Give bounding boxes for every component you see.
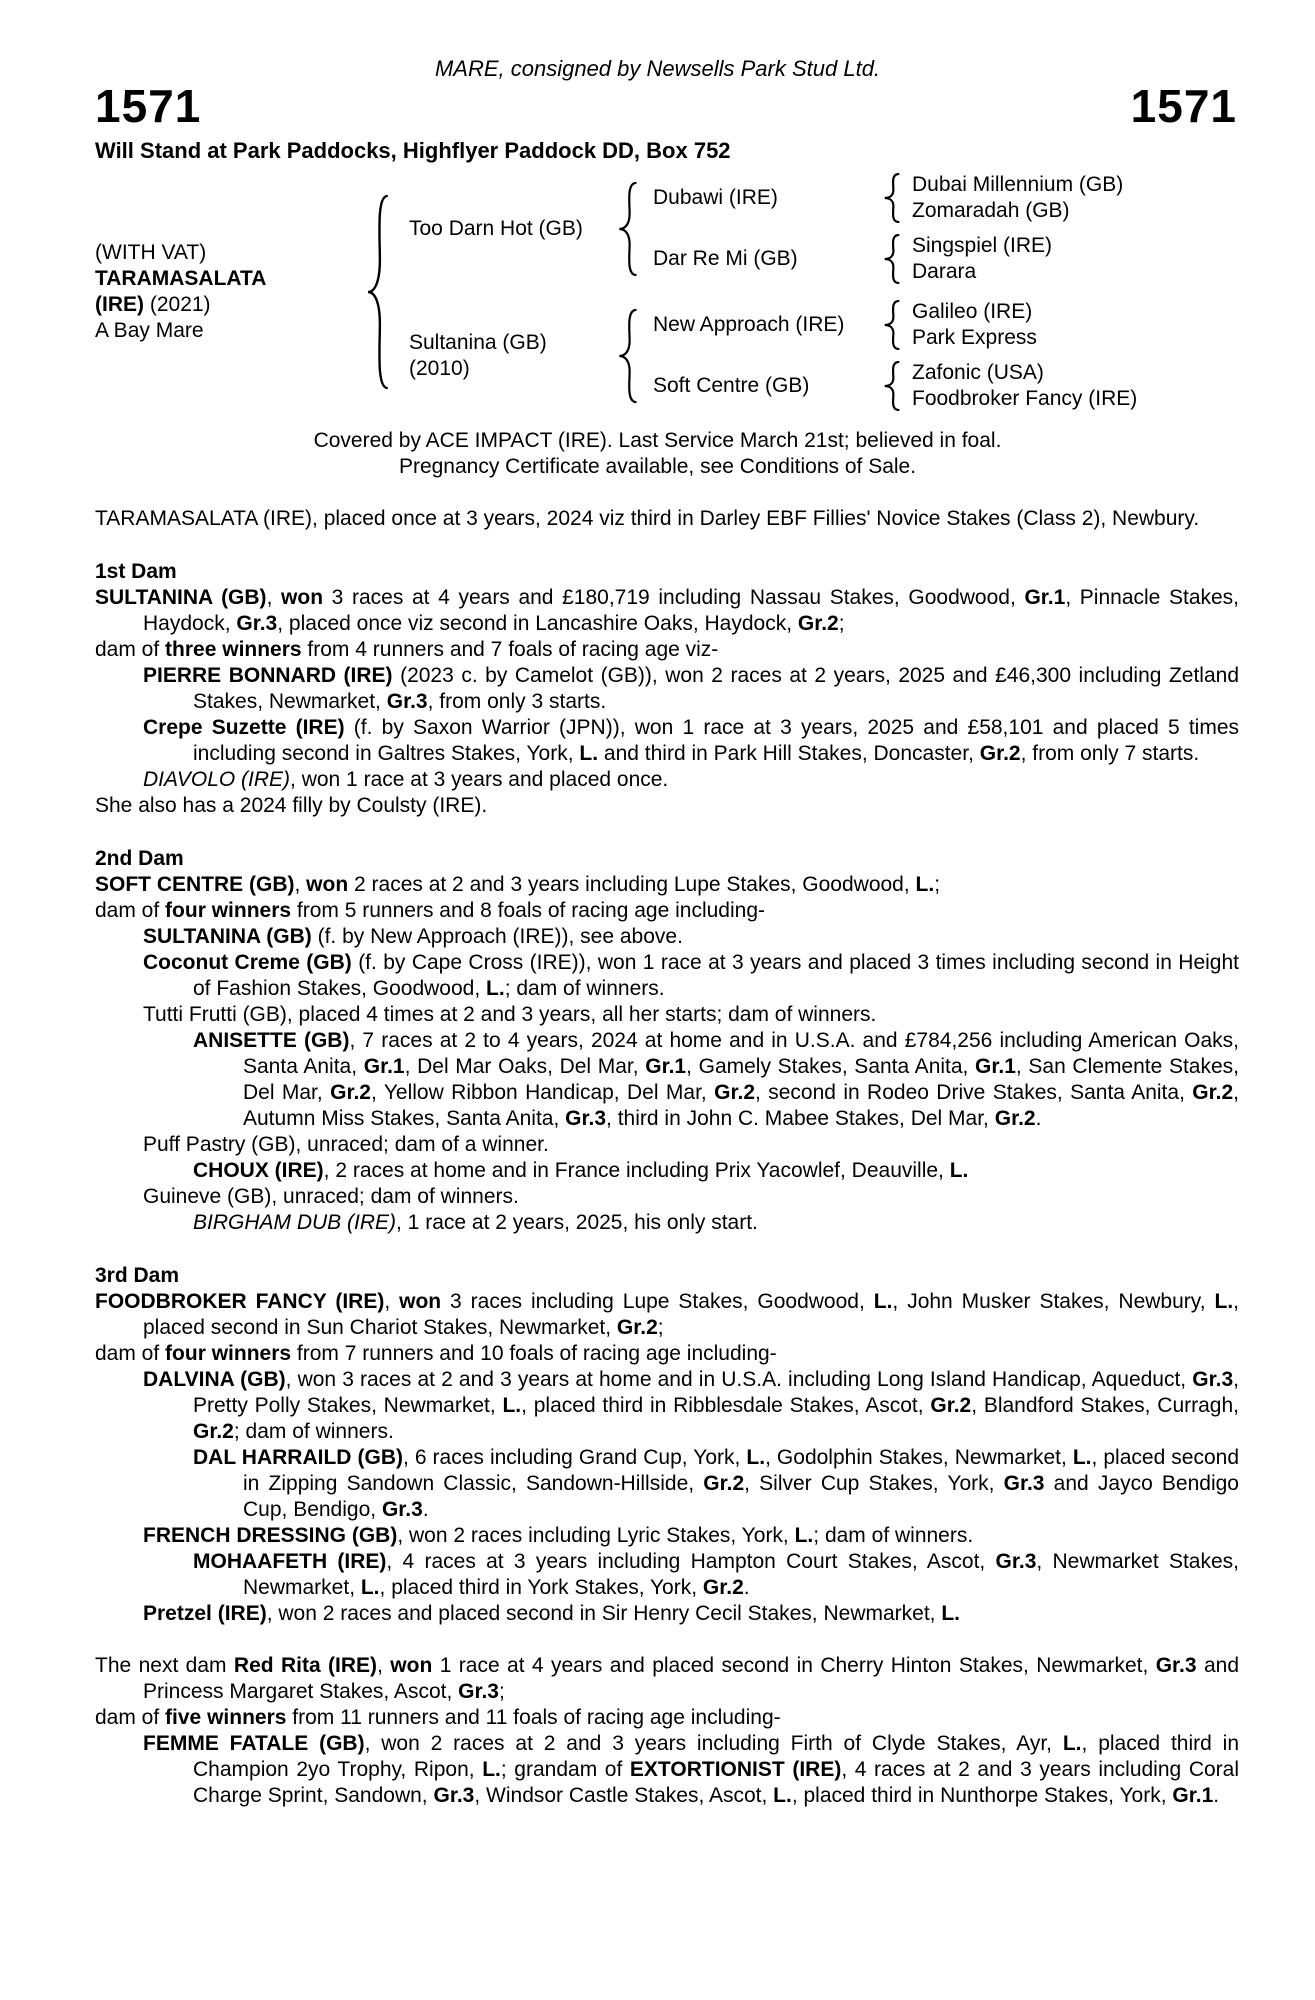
text-run: five winners	[165, 1706, 287, 1729]
text-run: , Gamely Stakes, Santa Anita,	[686, 1055, 976, 1078]
pedigree-brace-icon	[363, 192, 393, 392]
text-run: ,	[294, 873, 307, 896]
text-run: Puff Pastry (GB), unraced; dam of a winner.	[143, 1133, 549, 1156]
text-run: Gr.2	[193, 1420, 234, 1443]
text-run: DALVINA (GB)	[143, 1368, 286, 1391]
text-run: TARAMASALATA (IRE), placed once at 3 years, 2024 viz third in Darley EBF Fillies' Novice Stakes (Class 2), Newbury.	[95, 507, 1200, 530]
text-run: Gr.2	[797, 612, 839, 635]
great-granddam: Park Express	[912, 326, 1037, 349]
catalogue-paragraph	[143, 924, 1239, 950]
text-run: , Del Mar Oaks, Del Mar,	[404, 1055, 646, 1078]
catalogue-paragraph	[143, 1601, 1239, 1627]
text-run: Gr.2	[330, 1081, 371, 1104]
catalogue-paragraph	[95, 637, 1239, 663]
text-run: L.	[482, 1758, 501, 1781]
text-run: , won 1 race at 3 years and placed once.	[290, 768, 669, 791]
catalogue-paragraph	[143, 1367, 1239, 1445]
text-run: from 11 runners and 11 foals of racing age including-	[286, 1706, 781, 1729]
catalogue-paragraph	[143, 715, 1239, 767]
text-run: BIRGHAM DUB (IRE)	[193, 1211, 397, 1234]
text-run: Guineve (GB), unraced; dam of winners.	[143, 1185, 519, 1208]
text-run: , placed third in Nunthorpe Stakes, York,	[791, 1784, 1173, 1807]
text-run: dam of	[95, 899, 166, 922]
granddam-name: Soft Centre (GB)	[653, 374, 810, 397]
catalogue-paragraph	[143, 1002, 1239, 1028]
text-run: , 2 races at home and in France including Prix Yacowlef, Deauville,	[323, 1159, 950, 1182]
text-run: , Silver Cup Stakes, York,	[744, 1472, 1004, 1495]
text-run: DIAVOLO (IRE)	[143, 768, 291, 791]
consignor-line: MARE, consigned by Newsells Park Stud Ltd.	[434, 56, 881, 81]
text-run: won	[390, 1654, 433, 1677]
text-run: three winners	[165, 638, 302, 661]
catalogue-paragraph	[193, 1210, 1239, 1236]
catalogue-paragraph	[143, 950, 1239, 1002]
catalogue-paragraph	[95, 872, 1239, 898]
catalogue-body	[0, 506, 1315, 1809]
catalogue-paragraph	[143, 1132, 1239, 1158]
text-run: , Blandford Stakes, Curragh,	[971, 1394, 1239, 1417]
catalogue-paragraph	[143, 1523, 1239, 1549]
spacer	[95, 1627, 1239, 1653]
dam-year: (2010)	[409, 356, 470, 380]
text-run: , placed once viz second in Lancashire Oaks, Haydock,	[277, 612, 798, 635]
subject-description: A Bay Mare	[95, 319, 204, 342]
text-run: Pretzel (IRE)	[143, 1602, 267, 1625]
pregnancy-line: Pregnancy Certificate available, see Conditions of Sale.	[398, 455, 917, 478]
catalogue-paragraph	[143, 663, 1239, 715]
sire-name: Too Darn Hot (GB)	[409, 216, 583, 240]
text-run: , 4 races at 3 years including Hampton Court Stakes, Ascot,	[386, 1550, 996, 1573]
catalogue-paragraph	[193, 1549, 1239, 1601]
text-run: and Jayco Bendigo Cup, Bendigo,	[243, 1472, 1239, 1521]
text-run: from 4 runners and 7 foals of racing age viz-	[301, 638, 719, 661]
text-run: , San Clemente Stakes, Del Mar,	[243, 1055, 1239, 1104]
subject-suffix-year	[95, 292, 363, 318]
text-run: won	[399, 1290, 442, 1313]
catalogue-paragraph	[143, 1731, 1239, 1809]
text-run: (f. by Saxon Warrior (JPN)), won 1 race at 3 years, 2025 and £58,101 and placed 5 times including second in Galtres Stakes, York,	[193, 716, 1239, 765]
dam-section-heading: 2nd Dam	[95, 847, 184, 870]
text-run: L.	[360, 1576, 380, 1599]
text-run: Gr.2	[994, 1107, 1036, 1130]
text-run: .	[743, 1576, 750, 1599]
text-run: four winners	[165, 899, 292, 922]
text-run: (f. by New Approach (IRE)), see above.	[311, 925, 683, 948]
text-run: ; dam of winners.	[233, 1420, 394, 1443]
text-run: , Autumn Miss Stakes, Santa Anita,	[243, 1081, 1240, 1130]
dam-name: Sultanina (GB)	[409, 330, 547, 354]
grandsire-name: Dubawi (IRE)	[653, 186, 778, 209]
text-run: Gr.3	[458, 1680, 499, 1703]
text-run: , John Musker Stakes, Newbury,	[892, 1290, 1215, 1313]
text-run: Gr.3	[386, 690, 428, 713]
text-run: ; grandam of	[500, 1758, 630, 1781]
great-granddam: Darara	[912, 260, 977, 283]
text-run: dam of	[95, 1706, 166, 1729]
text-run: L.	[794, 1524, 814, 1547]
catalogue-paragraph	[193, 1158, 1239, 1184]
text-run: Gr.1	[363, 1055, 405, 1078]
great-grandsire: Galileo (IRE)	[912, 300, 1033, 323]
text-run: SOFT CENTRE (GB)	[95, 873, 295, 896]
text-run: Gr.1	[645, 1055, 687, 1078]
text-run: CHOUX (IRE)	[193, 1159, 324, 1182]
text-run: Gr.2	[1192, 1081, 1234, 1104]
text-run: , Pinnacle Stakes, Haydock,	[143, 586, 1240, 635]
text-run: , placed second in Sun Chariot Stakes, Newmarket,	[143, 1290, 1240, 1339]
text-run: Tutti Frutti (GB), placed 4 times at 2 and 3 years, all her starts; dam of winners.	[143, 1003, 877, 1026]
text-run: Gr.1	[1024, 586, 1066, 609]
text-run: (f. by Cape Cross (IRE)), won 1 race at 3 years and placed 3 times including second in Height of Fashion Stakes, Goodwood,	[193, 951, 1239, 1000]
great-granddam: Foodbroker Fancy (IRE)	[912, 387, 1138, 410]
text-run: from 7 runners and 10 foals of racing age including-	[291, 1342, 777, 1365]
text-run: L.	[486, 977, 505, 1000]
text-run: dam of	[95, 1342, 166, 1365]
text-run: ;	[499, 1680, 505, 1703]
pedigree-brace-icon	[881, 300, 903, 350]
grandsire-unit	[641, 299, 1137, 351]
text-run: Gr.3	[1192, 1368, 1234, 1391]
text-run: DAL HARRAILD (GB)	[193, 1446, 403, 1469]
lot-number-right: 1571	[1130, 80, 1237, 132]
text-run: ;	[934, 873, 941, 896]
great-grandsire: Zafonic (USA)	[912, 361, 1044, 384]
text-run: Gr.3	[433, 1784, 475, 1807]
dam-branch	[393, 299, 1137, 412]
text-run: ANISETTE (GB)	[193, 1029, 350, 1052]
text-run: L.	[941, 1602, 961, 1625]
text-run: L.	[949, 1159, 969, 1182]
pedigree-brace-icon	[881, 361, 903, 411]
great-granddam: Zomaradah (GB)	[912, 199, 1070, 222]
text-run: FEMME FATALE (GB)	[143, 1732, 365, 1755]
text-run: and Princess Margaret Stakes, Ascot,	[143, 1654, 1239, 1703]
catalogue-paragraph	[95, 506, 1239, 532]
vat-note: (WITH VAT)	[95, 241, 207, 264]
catalogue-paragraph	[95, 898, 1239, 924]
text-run: 2 races at 2 and 3 years including Lupe Stakes, Goodwood,	[348, 873, 916, 896]
text-run: Gr.1	[975, 1055, 1016, 1078]
text-run: PIERRE BONNARD (IRE)	[143, 664, 393, 687]
great-grandsire: Dubai Millennium (GB)	[912, 173, 1124, 196]
text-run: Red Rita (IRE)	[233, 1654, 378, 1677]
text-run: .	[1035, 1107, 1042, 1130]
text-run: L.	[579, 742, 599, 765]
text-run: SULTANINA (GB)	[95, 586, 267, 609]
subject-year: (2021)	[149, 293, 211, 316]
granddam-name: Dar Re Mi (GB)	[653, 247, 798, 270]
pedigree-brace-icon	[615, 308, 641, 404]
text-run: Gr.3	[236, 612, 278, 635]
text-run: 3 races at 4 years and £180,719 including Nassau Stakes, Goodwood,	[323, 586, 1025, 609]
text-run: The next dam	[95, 1654, 234, 1677]
text-run: (2023 c. by Camelot (GB)), won 2 races at 2 years, 2025 and £46,300 including Zetland Stakes, Newmarket,	[193, 664, 1239, 713]
text-run: , Newmarket Stakes, Newmarket,	[243, 1550, 1239, 1599]
text-run: , won 3 races at 2 and 3 years at home and in U.S.A. including Long Island Handicap, Aqueduct,	[285, 1368, 1193, 1391]
dam-section-heading: 1st Dam	[95, 560, 177, 583]
text-run: Gr.3	[1003, 1472, 1045, 1495]
text-run: , from only 7 starts.	[1020, 742, 1200, 765]
catalogue-paragraph	[95, 585, 1239, 637]
text-run: ; dam of winners.	[813, 1524, 974, 1547]
text-run: Gr.2	[616, 1316, 658, 1339]
text-run: , Yellow Ribbon Handicap, Del Mar,	[371, 1081, 715, 1104]
text-run: , placed third in Champion 2yo Trophy, Ripon,	[193, 1732, 1239, 1781]
text-run: four winners	[165, 1342, 292, 1365]
text-run: , second in Rodeo Drive Stakes, Santa Anita,	[755, 1081, 1193, 1104]
dam-section-heading: 3rd Dam	[95, 1264, 180, 1287]
catalogue-paragraph	[193, 1028, 1239, 1132]
text-run: MOHAAFETH (IRE)	[193, 1550, 387, 1573]
pedigree-brace-icon	[881, 173, 903, 223]
text-run: Gr.2	[979, 742, 1021, 765]
catalogue-paragraph	[95, 1705, 1239, 1731]
subject-name: TARAMASALATA	[95, 267, 267, 290]
text-run: , won 2 races including Lyric Stakes, York,	[397, 1524, 795, 1547]
catalogue-paragraph	[95, 1289, 1239, 1341]
covering-line: Covered by ACE IMPACT (IRE). Last Service March 21st; believed in foal.	[313, 429, 1002, 452]
text-run: Gr.1	[1172, 1784, 1214, 1807]
text-run: ,	[266, 586, 282, 609]
text-run: L.	[1062, 1732, 1082, 1755]
text-run: ,	[384, 1290, 400, 1313]
text-run: , placed third in Ribblesdale Stakes, Ascot,	[521, 1394, 931, 1417]
lot-number-left: 1571	[95, 80, 202, 132]
text-run: L.	[915, 873, 935, 896]
text-run: SULTANINA (GB)	[143, 925, 312, 948]
stand-location-line: Will Stand at Park Paddocks, Highflyer Paddock DD, Box 752	[95, 138, 731, 163]
text-run: Gr.3	[995, 1550, 1037, 1573]
text-run: 1 race at 4 years and placed second in Cherry Hinton Stakes, Newmarket,	[432, 1654, 1156, 1677]
text-run: , Windsor Castle Stakes, Ascot,	[474, 1784, 774, 1807]
subject-suffix: (IRE)	[95, 293, 144, 316]
text-run: Gr.2	[702, 1576, 744, 1599]
text-run: She also has a 2024 filly by Coulsty (IRE).	[95, 794, 488, 817]
text-run: Gr.2	[714, 1081, 756, 1104]
text-run: won	[281, 586, 324, 609]
text-run: L.	[1214, 1290, 1234, 1313]
text-run: dam of	[95, 638, 166, 661]
text-run: ; dam of winners.	[504, 977, 665, 1000]
text-run: FOODBROKER FANCY (IRE)	[95, 1290, 385, 1313]
text-run: Gr.3	[565, 1107, 607, 1130]
text-run: Gr.3	[1155, 1654, 1197, 1677]
text-run: Gr.3	[381, 1498, 423, 1521]
text-run: 3 races including Lupe Stakes, Goodwood,	[441, 1290, 874, 1313]
lot-number-row	[0, 80, 1315, 132]
catalogue-paragraph	[95, 793, 1239, 819]
great-grandsire: Singspiel (IRE)	[912, 234, 1053, 257]
pedigree-subject	[95, 240, 363, 344]
text-run: Crepe Suzette (IRE)	[143, 716, 345, 739]
text-run: , 7 races at 2 to 4 years, 2024 at home and in U.S.A. and £784,256 including American Oaks, Santa Anita,	[243, 1029, 1239, 1078]
pedigree-table	[95, 172, 1315, 412]
text-run: , placed third in York Stakes, York,	[379, 1576, 703, 1599]
text-run: , 1 race at 2 years, 2025, his only start.	[396, 1211, 758, 1234]
text-run: , from only 3 starts.	[427, 690, 607, 713]
text-run: , 4 races at 2 and 3 years including Coral Charge Sprint, Sandown,	[193, 1758, 1239, 1807]
text-run: Gr.2	[930, 1394, 972, 1417]
sire-branch	[393, 172, 1137, 285]
text-run: , won 2 races and placed second in Sir Henry Cecil Stakes, Newmarket,	[266, 1602, 942, 1625]
text-run: won	[306, 873, 349, 896]
granddam-unit	[641, 233, 1123, 285]
dam-name-block	[393, 330, 615, 382]
text-run: from 5 runners and 8 foals of racing age including-	[291, 899, 765, 922]
text-run: ;	[657, 1316, 664, 1339]
text-run: and third in Park Hill Stakes, Doncaster,	[598, 742, 980, 765]
covering-statement	[0, 428, 1315, 480]
text-run: L.	[873, 1290, 893, 1313]
text-run: Gr.2	[703, 1472, 745, 1495]
text-run: L.	[1072, 1446, 1092, 1469]
catalogue-paragraph	[193, 1445, 1239, 1523]
grandsire-name: New Approach (IRE)	[653, 313, 845, 336]
text-run: .	[1213, 1784, 1220, 1807]
pedigree-brace-icon	[881, 234, 903, 284]
text-run: , 6 races including Grand Cup, York,	[402, 1446, 747, 1469]
text-run: .	[422, 1498, 429, 1521]
text-run: FRENCH DRESSING (GB)	[143, 1524, 398, 1547]
text-run: , third in John C. Mabee Stakes, Del Mar,	[606, 1107, 995, 1130]
text-run: L.	[773, 1784, 792, 1807]
catalogue-paragraph	[95, 1341, 1239, 1367]
text-run: , Godolphin Stakes, Newmarket,	[765, 1446, 1073, 1469]
catalogue-paragraph	[143, 767, 1239, 793]
text-run: , Pretty Polly Stakes, Newmarket,	[193, 1368, 1239, 1417]
granddam-unit	[641, 360, 1137, 412]
catalogue-paragraph	[143, 1184, 1239, 1210]
pedigree-brace-icon	[615, 181, 641, 277]
text-run: ,	[377, 1654, 391, 1677]
text-run: EXTORTIONIST (IRE)	[629, 1758, 842, 1781]
text-run: Coconut Creme (GB)	[143, 951, 352, 974]
grandsire-unit	[641, 172, 1123, 224]
catalogue-paragraph	[95, 1653, 1239, 1705]
text-run: ;	[838, 612, 845, 635]
text-run: , won 2 races at 2 and 3 years including Firth of Clyde Stakes, Ayr,	[364, 1732, 1063, 1755]
text-run: L.	[746, 1446, 766, 1469]
text-run: L.	[502, 1394, 522, 1417]
text-run: , placed second in Zipping Sandown Classic, Sandown-Hillside,	[243, 1446, 1239, 1495]
